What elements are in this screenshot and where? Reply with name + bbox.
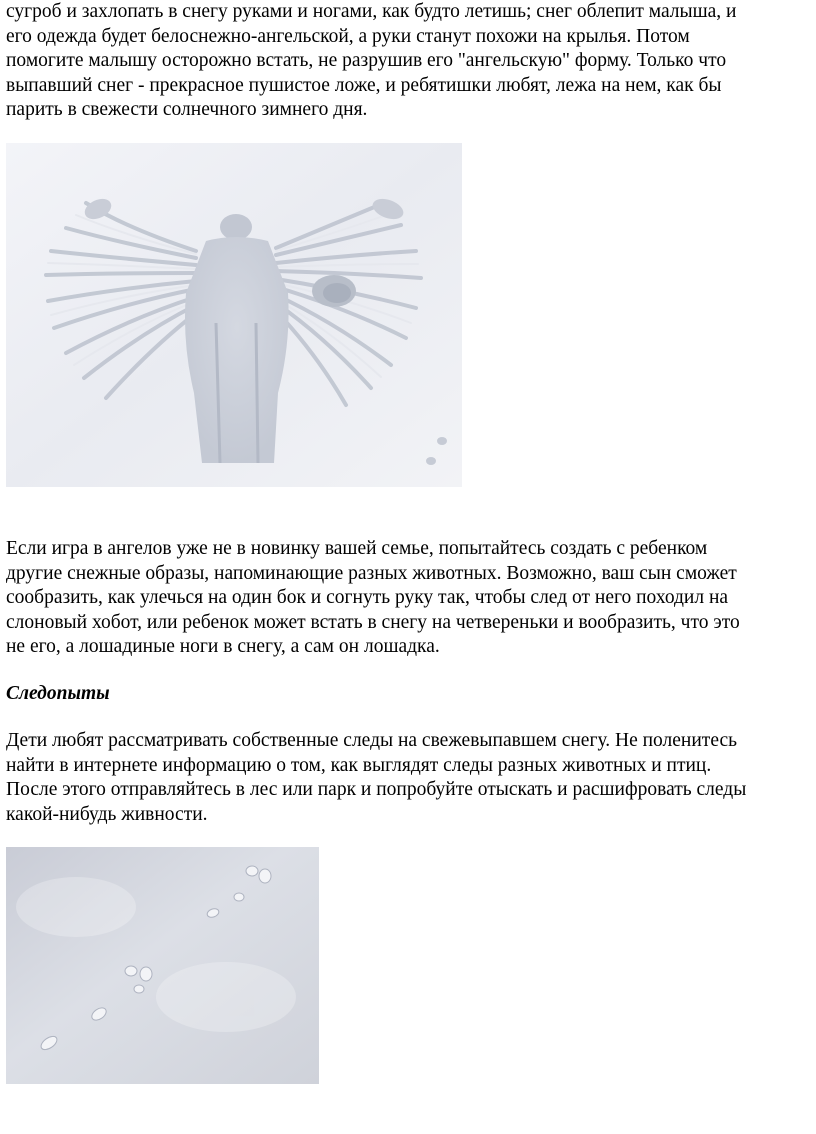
text-line: выпавший снег - прекрасное пушистое ложе, и ребятишки любят, лежа на нем, как бы: [6, 74, 722, 96]
text-line: найти в интернете информацию о том, как выглядят следы разных животных и птиц.: [6, 754, 712, 776]
text-line: его одежда будет белоснежно-ангельской, а руки станут похожи на крылья. Потом: [6, 25, 690, 47]
paragraph-trackers: [6, 729, 812, 827]
text-line: После этого отправляйтесь в лес или парк и попробуйте отыскать и расшифровать следы: [6, 779, 747, 800]
text-line: сообразить, как улечься на один бок и согнуть руку так, чтобы след от него походил на: [6, 587, 729, 608]
text-line: слоновый хобот, или ребенок может встать в снегу на четвереньки и вообразить, что это: [6, 611, 740, 633]
text-line: сугроб и захлопать в снегу руками и ногами, как будто летишь; снег облепит малыша, и: [6, 1, 737, 22]
text-line: Если игра в ангелов уже не в новинку вашей семье, попытайтесь создать с ребенком: [6, 538, 708, 559]
section-heading: Следопыты: [6, 683, 110, 704]
text-line: помогите малышу осторожно встать, не разрушив его "ангельскую" форму. Только что: [6, 50, 727, 71]
paragraph-snow-angel: [6, 0, 812, 123]
animal-tracks-photo: [6, 847, 319, 1084]
paragraph-snow-shapes: [6, 537, 812, 660]
text-line: парить в свежести солнечного зимнего дня.: [6, 99, 368, 120]
text-line: не его, а лошадиные ноги в снегу, а сам он лошадка.: [6, 636, 440, 657]
snow-angel-photo: [6, 143, 462, 487]
text-line: какой-нибудь живности.: [6, 803, 208, 825]
text-line: Дети любят рассматривать собственные следы на свежевыпавшем снегу. Не поленитесь: [6, 730, 738, 751]
text-line: другие снежные образы, напоминающие разных животных. Возможно, ваш сын сможет: [6, 562, 737, 584]
